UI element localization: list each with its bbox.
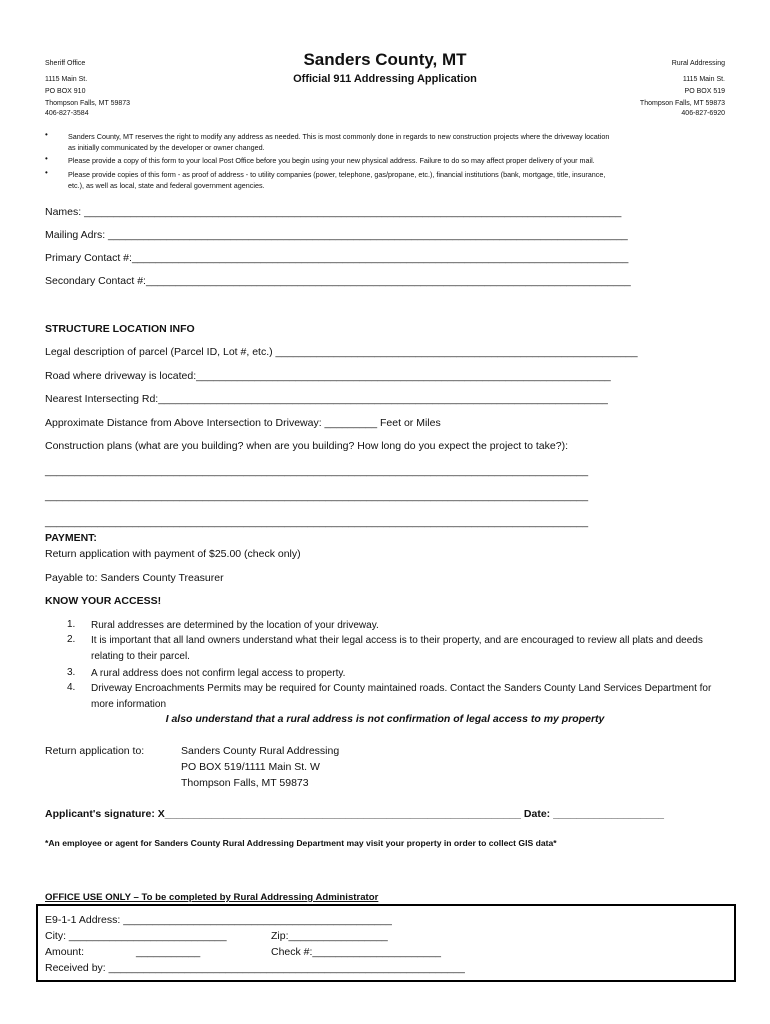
list-number: 1.	[67, 619, 76, 630]
list-item: It is important that all land owners understand what their legal access is to their property, and are encouraged to review all plats and deeds relating to their parcel.	[91, 635, 703, 662]
rural-phone: 406-827-6920	[681, 110, 725, 117]
amount-field[interactable]: ___________	[136, 946, 201, 958]
list-number: 3.	[67, 667, 76, 678]
mailing-address-field[interactable]: Mailing Adrs: _________________________________________________________________________________________	[45, 229, 628, 241]
bullet-text: as initially communicated by the developer or owner changed.	[68, 143, 265, 152]
rural-address-line1: 1115 Main St.	[682, 76, 725, 83]
list-item: Rural addresses are determined by the location of your driveway.	[91, 620, 379, 631]
road-field[interactable]: Road where driveway is located:_______________________________________________________________________	[45, 370, 611, 382]
city-field[interactable]: City: ___________________________	[45, 930, 227, 942]
bullet-icon: •	[45, 130, 48, 139]
signature-field[interactable]: Applicant's signature: X_____________________________________________________________ Date: ___________________	[45, 808, 665, 820]
payment-line: Return application with payment of $25.00 (check only)	[45, 548, 301, 560]
sheriff-address-line3: Thompson Falls, MT 59873	[45, 100, 131, 107]
check-number-field[interactable]: Check #:______________________	[271, 946, 441, 958]
construction-plans-line[interactable]: _____________________________________________________________________________________________	[45, 490, 589, 502]
return-address-line2: PO BOX 519/1111 Main St. W	[181, 761, 320, 773]
gis-note: *An employee or agent for Sanders County Rural Addressing Department may visit your property in order to collect GIS data*	[45, 838, 557, 848]
distance-field[interactable]: Approximate Distance from Above Intersection to Driveway: _________ Feet or Miles	[45, 417, 441, 429]
names-field[interactable]: Names: ____________________________________________________________________________________________	[45, 206, 622, 218]
amount-label: Amount:	[45, 946, 85, 958]
structure-heading: STRUCTURE LOCATION INFO	[45, 323, 195, 335]
rural-office-label: Rural Addressing	[671, 60, 725, 67]
payment-heading: PAYMENT:	[45, 532, 97, 544]
received-by-field[interactable]: Received by: _____________________________________________________________	[45, 962, 465, 974]
office-use-heading: OFFICE USE ONLY – To be completed by Rural Addressing Administrator	[45, 892, 379, 903]
access-statement: I also understand that a rural address is not confirmation of legal access to my property	[165, 713, 605, 725]
construction-plans-line[interactable]: _____________________________________________________________________________________________	[45, 516, 589, 528]
bullet-icon: •	[45, 154, 48, 163]
return-address-line1: Sanders County Rural Addressing	[181, 745, 340, 757]
zip-field[interactable]: Zip:_________________	[271, 930, 388, 942]
sheriff-phone: 406-827-3584	[45, 110, 89, 117]
sheriff-address-line1: 1115 Main St.	[45, 76, 88, 83]
access-heading: KNOW YOUR ACCESS!	[45, 595, 162, 607]
rural-address-line2: PO BOX 519	[684, 88, 725, 95]
construction-plans-line[interactable]: _____________________________________________________________________________________________	[45, 465, 589, 477]
page-subtitle: Official 911 Addressing Application	[293, 73, 477, 85]
e911-address-field[interactable]: E9-1-1 Address: ______________________________________________	[45, 914, 392, 926]
list-number: 2.	[67, 634, 76, 645]
bullet-text: Please provide a copy of this form to your local Post Office before you begin using your new physical address. Failure to do so may affect proper delivery of your mail.	[68, 156, 595, 165]
rural-address-line3: Thompson Falls, MT 59873	[639, 100, 725, 107]
bullet-text: Sanders County, MT reserves the right to modify any address as needed. This is most commonly done in regards to new construction projects where the driveway location	[68, 132, 610, 141]
payable-to-line: Payable to: Sanders County Treasurer	[45, 572, 224, 584]
bullet-text: etc.), as well as local, state and federal government agencies.	[68, 181, 265, 190]
page-title: Sanders County, MT	[303, 50, 467, 69]
return-address-line3: Thompson Falls, MT 59873	[181, 777, 309, 789]
bullet-text: Please provide copies of this form - as proof of address - to utility companies (power, telephone, gas/propane, etc.), financial institutions (bank, mortgage, title, insurance,	[68, 170, 606, 179]
primary-contact-field[interactable]: Primary Contact #:_____________________________________________________________________________________	[45, 252, 629, 264]
intersecting-road-field[interactable]: Nearest Intersecting Rd:_____________________________________________________________________________	[45, 393, 608, 405]
construction-plans-label: Construction plans (what are you building? when are you building? How long do you expect the project to take?):	[45, 440, 568, 452]
secondary-contact-field[interactable]: Secondary Contact #:___________________________________________________________________________________	[45, 275, 631, 287]
legal-description-field[interactable]: Legal description of parcel (Parcel ID, Lot #, etc.) ______________________________________________________________	[45, 346, 638, 358]
return-label: Return application to:	[45, 745, 145, 757]
list-number: 4.	[67, 682, 76, 693]
sheriff-office-label: Sheriff Office	[45, 60, 86, 67]
sheriff-address-line2: PO BOX 910	[45, 88, 86, 95]
list-item: A rural address does not confirm legal access to property.	[91, 668, 346, 679]
bullet-icon: •	[45, 168, 48, 177]
list-item: Driveway Encroachments Permits may be required for County maintained roads. Contact the Sanders County Land Services Department for more information	[91, 683, 712, 710]
